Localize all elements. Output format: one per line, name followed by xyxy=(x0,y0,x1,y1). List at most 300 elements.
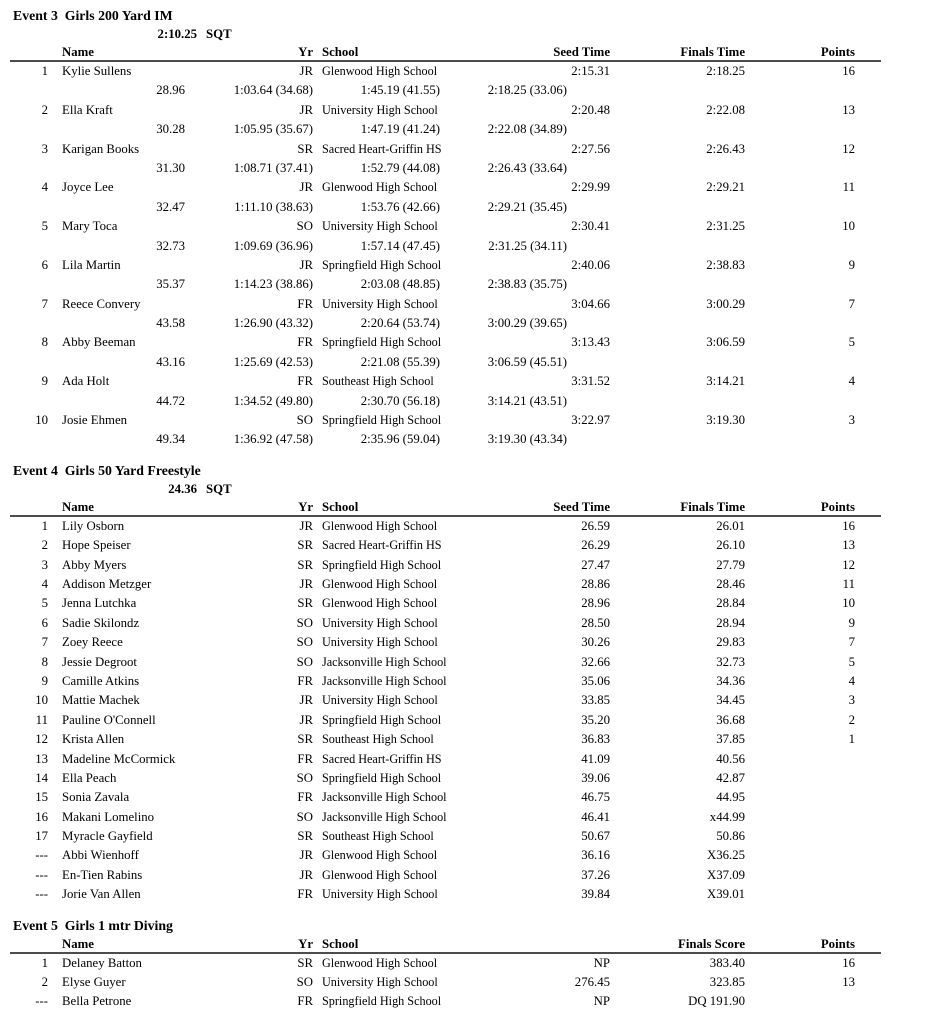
result-name: Addison Metzger xyxy=(62,576,152,591)
result-row xyxy=(10,614,855,633)
result-seed-time: 28.50 xyxy=(581,615,610,630)
result-yr: FR xyxy=(297,790,313,805)
result-finals-time: 2:18.25 xyxy=(706,64,745,78)
result-row xyxy=(10,769,855,788)
result-points: 16 xyxy=(842,955,855,970)
result-seed-time: 33.85 xyxy=(581,693,610,708)
split-time: 32.47 xyxy=(156,199,185,214)
result-seed-time: 30.26 xyxy=(581,635,610,650)
result-school: Glenwood High School xyxy=(322,955,438,970)
result-rank: 3 xyxy=(41,141,48,156)
result-rank: 7 xyxy=(41,635,48,650)
split-time: 31.30 xyxy=(156,160,185,175)
split-time: 2:35.96 (59.04) xyxy=(360,432,440,447)
result-name: Jorie Van Allen xyxy=(62,887,141,902)
result-seed-time: 2:27.56 xyxy=(571,141,610,156)
result-school: Glenwood High School xyxy=(322,180,438,195)
result-yr: JR xyxy=(299,180,313,195)
result-seed-time: 28.86 xyxy=(581,576,610,591)
column-header-seed-time: Seed Time xyxy=(553,45,610,59)
result-row xyxy=(10,140,855,159)
result-yr: FR xyxy=(297,994,313,1009)
result-finals-time: 27.79 xyxy=(716,557,745,572)
result-finals-time: 40.56 xyxy=(716,751,745,766)
result-finals-time: 32.73 xyxy=(716,654,745,669)
split-time: 2:03.08 (48.85) xyxy=(360,277,440,292)
split-time: 28.96 xyxy=(156,83,185,98)
result-rank: 7 xyxy=(41,296,48,311)
result-finals-time: 34.36 xyxy=(716,673,745,688)
result-seed-time: 32.66 xyxy=(581,654,610,669)
result-school: Southeast High School xyxy=(322,829,434,844)
result-name: Sadie Skilondz xyxy=(62,615,140,630)
result-yr: JR xyxy=(299,712,313,727)
result-points: 10 xyxy=(842,219,855,234)
result-school: Springfield High School xyxy=(322,994,442,1009)
qualifying-standard: SQT xyxy=(206,481,232,496)
result-rank: 15 xyxy=(35,790,48,805)
column-header-points: Points xyxy=(820,499,855,514)
result-name: Ella Kraft xyxy=(62,102,113,117)
result-seed-time: 2:40.06 xyxy=(571,257,610,272)
result-school: Springfield High School xyxy=(322,335,442,350)
results-body xyxy=(10,62,855,450)
result-seed-time: 3:31.52 xyxy=(571,374,610,389)
result-yr: JR xyxy=(299,576,313,591)
splits-row xyxy=(10,237,855,256)
column-header-points: Points xyxy=(820,936,855,951)
result-seed-time: 35.06 xyxy=(581,673,610,688)
result-rank: 1 xyxy=(41,64,48,78)
result-row xyxy=(10,536,855,555)
result-yr: SO xyxy=(296,809,313,824)
event-section xyxy=(0,917,931,1012)
split-time: 2:30.70 (56.18) xyxy=(360,393,440,408)
result-rank: 11 xyxy=(35,712,48,727)
result-yr: JR xyxy=(299,848,313,863)
result-name: Abby Myers xyxy=(62,557,127,572)
result-finals-time: 26.01 xyxy=(716,518,745,533)
event-title: Event 4 Girls 50 Yard Freestyle xyxy=(13,462,201,478)
split-time: 2:26.43 (33.64) xyxy=(487,160,567,175)
split-time: 1:26.90 (43.32) xyxy=(233,316,313,331)
results-body xyxy=(10,954,855,1012)
split-time: 32.73 xyxy=(156,238,185,253)
result-row xyxy=(10,866,855,885)
result-yr: SO xyxy=(296,219,313,234)
result-row xyxy=(10,788,855,807)
result-school: University High School xyxy=(322,615,438,630)
split-time: 2:21.08 (55.39) xyxy=(360,354,440,369)
split-time: 2:29.21 (35.45) xyxy=(487,199,567,214)
qualifying-standard: SQT xyxy=(206,27,232,41)
split-time: 1:47.19 (41.24) xyxy=(360,122,440,137)
result-rank: 6 xyxy=(41,615,48,630)
splits-row xyxy=(10,392,855,411)
result-rank: 10 xyxy=(35,693,48,708)
result-row xyxy=(10,372,855,391)
split-time: 1:11.10 (38.63) xyxy=(234,199,313,214)
result-school: Southeast High School xyxy=(322,374,434,389)
column-header-finals-time: Finals Score xyxy=(678,936,745,951)
result-rank: 9 xyxy=(41,374,48,389)
result-name: Abby Beeman xyxy=(62,335,136,350)
qualifying-line xyxy=(10,480,931,498)
result-finals-time: X37.09 xyxy=(706,867,745,882)
table-header xyxy=(10,43,881,62)
result-name: Myracle Gayfield xyxy=(62,829,153,844)
result-points: 4 xyxy=(848,374,855,389)
table-header-row xyxy=(10,43,881,60)
result-row xyxy=(10,885,855,904)
result-name: Ada Holt xyxy=(62,374,110,389)
split-time: 1:09.69 (36.96) xyxy=(233,238,313,253)
result-yr: SR xyxy=(297,596,313,611)
result-yr: SO xyxy=(296,413,313,428)
result-school: Jacksonville High School xyxy=(322,790,447,805)
result-row xyxy=(10,411,855,430)
split-time: 49.34 xyxy=(156,432,185,447)
result-rank: 8 xyxy=(41,654,48,669)
result-seed-time: 26.29 xyxy=(581,538,610,553)
split-time: 2:18.25 (33.06) xyxy=(487,83,567,98)
result-seed-time: 2:20.48 xyxy=(571,102,610,117)
split-time: 1:36.92 (47.58) xyxy=(233,432,313,447)
split-time: 1:53.76 (42.66) xyxy=(360,199,440,214)
result-name: Joyce Lee xyxy=(62,180,114,195)
result-points: 13 xyxy=(842,538,855,553)
result-rank: 16 xyxy=(35,809,48,824)
split-time: 1:14.23 (38.86) xyxy=(233,277,313,292)
qualifying-line xyxy=(10,25,931,43)
result-name: Karigan Books xyxy=(62,141,140,156)
result-rank: 14 xyxy=(35,770,48,785)
result-finals-time: 42.87 xyxy=(716,770,745,785)
result-school: Glenwood High School xyxy=(322,596,438,611)
splits-row xyxy=(10,314,855,333)
result-row xyxy=(10,178,855,197)
result-name: Zoey Reece xyxy=(62,635,123,650)
results-body xyxy=(10,517,855,905)
result-row xyxy=(10,633,855,652)
result-points: 16 xyxy=(842,64,855,78)
column-header-name: Name xyxy=(62,499,94,514)
result-name: Krista Allen xyxy=(62,732,125,747)
result-row xyxy=(10,750,855,769)
result-seed-time: 26.59 xyxy=(581,518,610,533)
result-finals-time: x44.99 xyxy=(709,809,745,824)
result-points: 10 xyxy=(842,596,855,611)
qualifying-time: 24.36 xyxy=(168,481,197,496)
split-time: 1:52.79 (44.08) xyxy=(360,160,440,175)
result-row xyxy=(10,575,855,594)
result-yr: SR xyxy=(297,955,313,970)
result-points: 3 xyxy=(848,693,855,708)
result-yr: FR xyxy=(297,335,313,350)
result-rank: 1 xyxy=(41,955,48,970)
result-row xyxy=(10,217,855,236)
result-finals-time: 34.45 xyxy=(716,693,745,708)
result-seed-time: 46.75 xyxy=(581,790,610,805)
result-seed-time: 46.41 xyxy=(581,809,610,824)
result-school: Springfield High School xyxy=(322,770,442,785)
result-row xyxy=(10,556,855,575)
result-yr: FR xyxy=(297,887,313,902)
result-rank: 3 xyxy=(41,557,48,572)
result-finals-time: 28.46 xyxy=(716,576,745,591)
result-seed-time: 2:15.31 xyxy=(571,64,610,78)
result-points: 12 xyxy=(842,141,855,156)
result-rank: --- xyxy=(35,848,48,863)
result-points: 11 xyxy=(842,576,855,591)
result-row xyxy=(10,517,855,536)
result-school: Glenwood High School xyxy=(322,64,438,78)
result-rank: 5 xyxy=(41,219,48,234)
result-seed-time: 2:29.99 xyxy=(571,180,610,195)
result-yr: JR xyxy=(299,867,313,882)
result-row xyxy=(10,827,855,846)
result-points: 1 xyxy=(848,732,855,747)
result-school: University High School xyxy=(322,887,438,902)
result-school: University High School xyxy=(322,219,438,234)
split-time: 2:20.64 (53.74) xyxy=(360,316,440,331)
result-row xyxy=(10,672,855,691)
result-points: 5 xyxy=(848,335,855,350)
result-name: Mattie Machek xyxy=(62,693,140,708)
result-name: Lila Martin xyxy=(62,257,121,272)
event-title: Event 3 Girls 200 Yard IM xyxy=(13,8,173,23)
column-header-finals-time: Finals Time xyxy=(680,45,745,59)
result-finals-time: 2:29.21 xyxy=(706,180,745,195)
result-seed-time: NP xyxy=(593,994,610,1009)
result-school: University High School xyxy=(322,102,438,117)
table-header xyxy=(10,498,881,517)
result-school: Southeast High School xyxy=(322,732,434,747)
split-time: 1:57.14 (47.45) xyxy=(360,238,440,253)
result-finals-time: 3:19.30 xyxy=(706,413,745,428)
result-seed-time: 39.84 xyxy=(581,887,610,902)
result-finals-time: 2:22.08 xyxy=(706,102,745,117)
result-seed-time: 2:30.41 xyxy=(571,219,610,234)
result-name: Jessie Degroot xyxy=(62,654,137,669)
result-school: University High School xyxy=(322,296,438,311)
result-seed-time: 3:04.66 xyxy=(571,296,610,311)
result-yr: SO xyxy=(296,635,313,650)
result-finals-time: 383.40 xyxy=(709,955,745,970)
result-finals-time: 44.95 xyxy=(716,790,745,805)
result-finals-time: 29.83 xyxy=(716,635,745,650)
splits-row xyxy=(10,198,855,217)
result-rank: 5 xyxy=(41,596,48,611)
result-finals-time: 50.86 xyxy=(716,829,745,844)
result-row xyxy=(10,256,855,275)
result-rank: --- xyxy=(35,867,48,882)
result-seed-time: 39.06 xyxy=(581,770,610,785)
result-name: Makani Lomelino xyxy=(62,809,155,824)
result-school: Springfield High School xyxy=(322,557,442,572)
result-seed-time: 3:22.97 xyxy=(571,413,610,428)
result-yr: FR xyxy=(297,296,313,311)
column-header-school: School xyxy=(322,45,359,59)
result-points: 13 xyxy=(842,975,855,990)
column-header-finals-time: Finals Time xyxy=(680,499,745,514)
result-rank: 17 xyxy=(35,829,48,844)
result-rank: 8 xyxy=(41,335,48,350)
result-seed-time: 37.26 xyxy=(581,867,610,882)
result-yr: FR xyxy=(297,374,313,389)
result-name: Mary Toca xyxy=(62,219,118,234)
result-rank: 2 xyxy=(41,538,48,553)
result-yr: SR xyxy=(297,141,313,156)
column-header-name: Name xyxy=(62,45,94,59)
result-points: 3 xyxy=(848,413,855,428)
result-row xyxy=(10,808,855,827)
result-finals-time: 2:38.83 xyxy=(706,257,745,272)
result-finals-time: 2:26.43 xyxy=(706,141,745,156)
result-school: Sacred Heart-Griffin HS xyxy=(322,141,442,156)
result-name: Camille Atkins xyxy=(62,673,140,688)
result-name: Lily Osborn xyxy=(62,518,125,533)
split-time: 2:31.25 (34.11) xyxy=(488,238,567,253)
result-points: 13 xyxy=(842,102,855,117)
result-name: En-Tien Rabins xyxy=(62,867,143,882)
result-finals-time: 3:14.21 xyxy=(706,374,745,389)
result-seed-time: 36.83 xyxy=(581,732,610,747)
result-name: Pauline O'Connell xyxy=(62,712,156,727)
result-school: Glenwood High School xyxy=(322,518,438,533)
result-name: Jenna Lutchka xyxy=(62,596,137,611)
result-name: Hope Speiser xyxy=(62,538,131,553)
result-row xyxy=(10,333,855,352)
split-time: 44.72 xyxy=(156,393,185,408)
result-rank: 4 xyxy=(41,180,48,195)
split-time: 3:14.21 (43.51) xyxy=(487,393,567,408)
result-points: 2 xyxy=(848,712,855,727)
splits-row xyxy=(10,120,855,139)
result-name: Ella Peach xyxy=(62,770,117,785)
result-name: Reece Convery xyxy=(62,296,141,311)
result-finals-time: X39.01 xyxy=(706,887,745,902)
split-time: 1:03.64 (34.68) xyxy=(233,83,313,98)
result-yr: SR xyxy=(297,557,313,572)
result-yr: JR xyxy=(299,64,313,78)
result-points: 11 xyxy=(842,180,855,195)
table-header-row xyxy=(10,498,881,515)
result-yr: JR xyxy=(299,693,313,708)
result-finals-time: 28.84 xyxy=(716,596,745,611)
split-time: 3:19.30 (43.34) xyxy=(487,432,567,447)
result-yr: JR xyxy=(299,518,313,533)
result-points: 9 xyxy=(848,615,855,630)
result-row xyxy=(10,691,855,710)
result-yr: SR xyxy=(297,732,313,747)
splits-row xyxy=(10,81,855,100)
result-finals-time: 26.10 xyxy=(716,538,745,553)
result-finals-time: DQ 191.90 xyxy=(688,994,745,1009)
split-time: 43.58 xyxy=(156,316,185,331)
result-finals-time: 323.85 xyxy=(709,975,745,990)
split-time: 3:00.29 (39.65) xyxy=(487,316,567,331)
result-points: 16 xyxy=(842,518,855,533)
result-row xyxy=(10,711,855,730)
result-row xyxy=(10,992,855,1011)
event-section xyxy=(0,462,931,905)
result-finals-time: 36.68 xyxy=(716,712,745,727)
result-points: 5 xyxy=(848,654,855,669)
result-rank: 10 xyxy=(35,413,48,428)
result-points: 7 xyxy=(848,296,855,311)
result-school: University High School xyxy=(322,975,438,990)
result-finals-time: 3:00.29 xyxy=(706,296,745,311)
result-seed-time: 50.67 xyxy=(581,829,610,844)
split-time: 2:22.08 (34.89) xyxy=(487,122,567,137)
result-yr: SO xyxy=(296,654,313,669)
table-header-row xyxy=(10,935,881,952)
result-school: Sacred Heart-Griffin HS xyxy=(322,751,442,766)
result-school: Glenwood High School xyxy=(322,576,438,591)
result-rank: --- xyxy=(35,994,48,1009)
result-row xyxy=(10,846,855,865)
result-yr: FR xyxy=(297,751,313,766)
split-time: 30.28 xyxy=(156,122,185,137)
split-time: 43.16 xyxy=(156,354,185,369)
result-yr: FR xyxy=(297,673,313,688)
splits-row xyxy=(10,275,855,294)
table-header xyxy=(10,935,881,954)
column-header-seed-time: Seed Time xyxy=(553,499,610,514)
split-time: 1:05.95 (35.67) xyxy=(233,122,313,137)
split-time: 1:45.19 (41.55) xyxy=(360,83,440,98)
result-yr: SO xyxy=(296,975,313,990)
result-yr: JR xyxy=(299,257,313,272)
result-points: 9 xyxy=(848,257,855,272)
splits-row xyxy=(10,159,855,178)
column-header-school: School xyxy=(322,499,359,514)
result-yr: SO xyxy=(296,770,313,785)
column-header-yr: Yr xyxy=(298,499,313,514)
result-points: 12 xyxy=(842,557,855,572)
result-row xyxy=(10,62,855,81)
column-header-name: Name xyxy=(62,936,94,951)
result-yr: SO xyxy=(296,615,313,630)
result-finals-time: 3:06.59 xyxy=(706,335,745,350)
event-title: Event 5 Girls 1 mtr Diving xyxy=(13,917,173,933)
split-time: 1:25.69 (42.53) xyxy=(233,354,313,369)
result-finals-time: 28.94 xyxy=(716,615,745,630)
event-section xyxy=(0,7,931,450)
result-seed-time: 276.45 xyxy=(574,975,610,990)
result-row xyxy=(10,594,855,613)
result-school: Glenwood High School xyxy=(322,867,438,882)
column-header-points: Points xyxy=(820,45,855,59)
result-yr: SR xyxy=(297,829,313,844)
result-finals-time: X36.25 xyxy=(706,848,745,863)
result-finals-time: 2:31.25 xyxy=(706,219,745,234)
result-name: Sonia Zavala xyxy=(62,790,130,805)
result-school: Springfield High School xyxy=(322,257,442,272)
result-school: Jacksonville High School xyxy=(322,809,447,824)
result-row xyxy=(10,653,855,672)
splits-row xyxy=(10,353,855,372)
result-seed-time: 27.47 xyxy=(581,557,610,572)
result-school: Springfield High School xyxy=(322,413,442,428)
result-school: Jacksonville High School xyxy=(322,654,447,669)
result-school: University High School xyxy=(322,693,438,708)
result-points: 7 xyxy=(848,635,855,650)
result-rank: 2 xyxy=(41,975,48,990)
result-school: Glenwood High School xyxy=(322,848,438,863)
split-time: 1:34.52 (49.80) xyxy=(233,393,313,408)
